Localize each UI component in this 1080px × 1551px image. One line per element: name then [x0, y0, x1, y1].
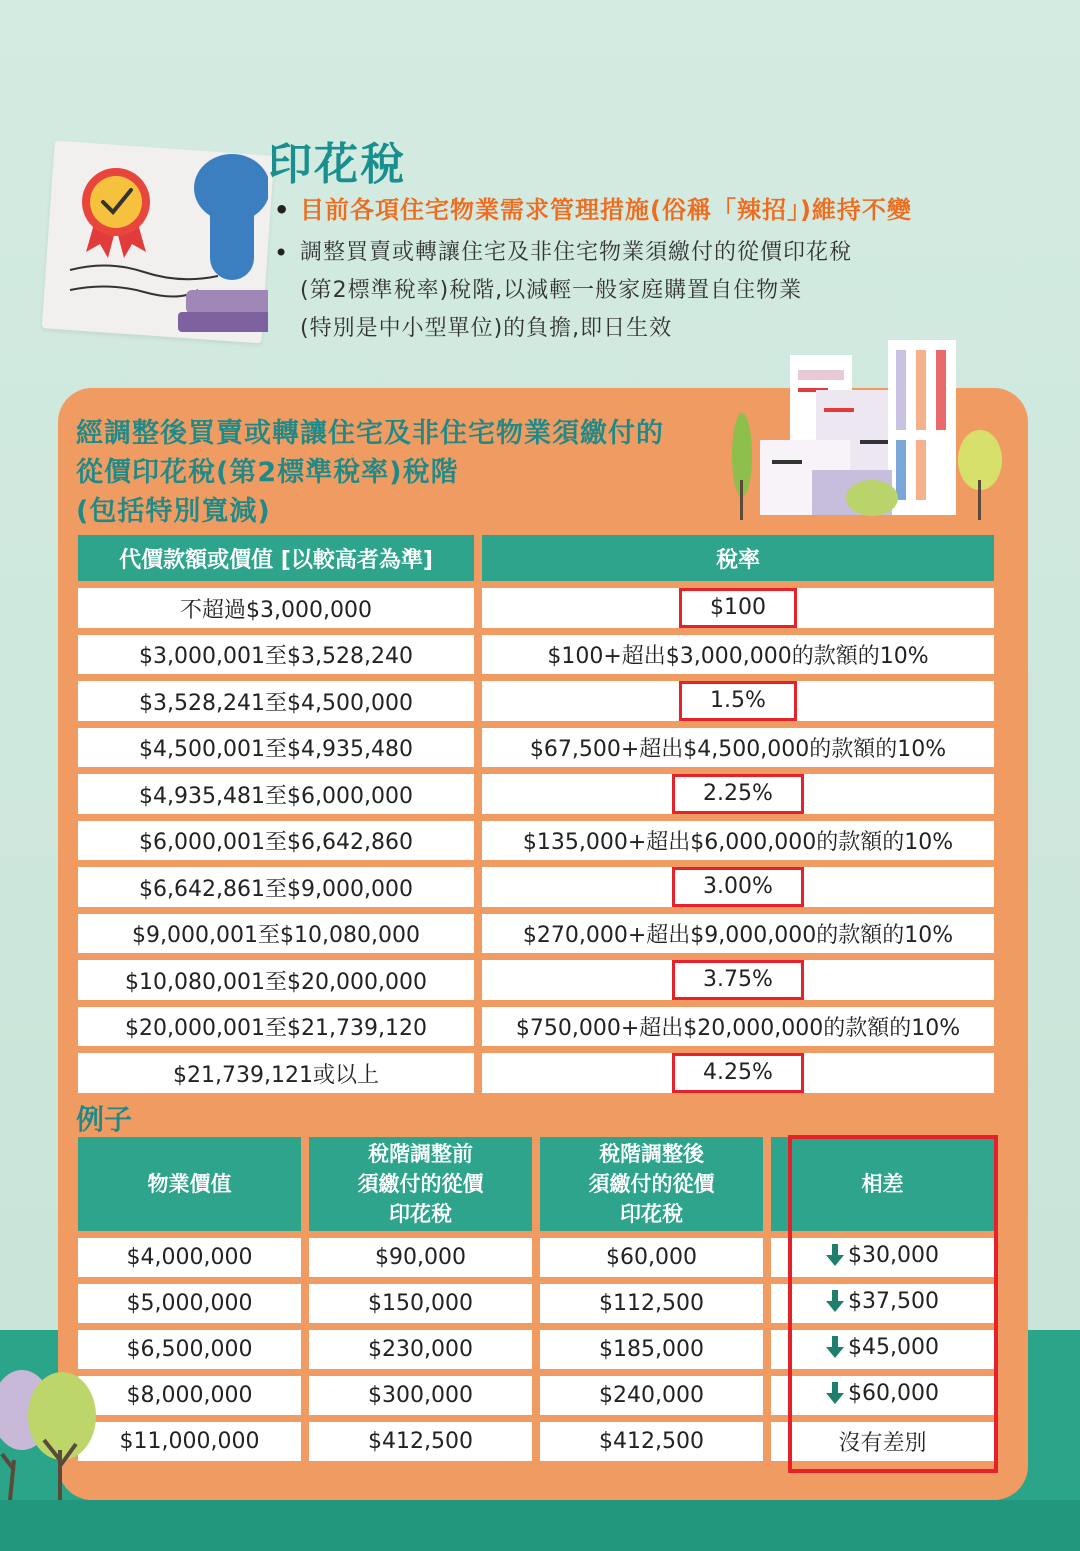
- rate-table-header: [78, 535, 994, 581]
- highlighted-rate: 2.25%: [672, 774, 804, 814]
- rate-row: [78, 821, 994, 860]
- down-arrow-icon: [826, 1244, 844, 1266]
- rate-row: [78, 867, 994, 907]
- rate-row: [78, 774, 994, 814]
- example-header-cell: [540, 1137, 763, 1231]
- header-consideration: 代價款額或價值 [以較高者為準]: [78, 535, 474, 581]
- rate-value-cell: $67,500+超出$4,500,000的款額的10%: [482, 728, 994, 767]
- header-rate: 稅率: [482, 535, 994, 581]
- rate-value-cell: [482, 681, 994, 721]
- example-header-cell: [78, 1137, 301, 1231]
- rate-row: [78, 1007, 994, 1046]
- highlighted-rate: 4.25%: [672, 1053, 804, 1093]
- example-table-header: [78, 1137, 994, 1231]
- rate-range-cell: $10,080,001至$20,000,000: [78, 960, 474, 1000]
- certificate-stamp-icon: [48, 140, 268, 360]
- highlighted-rate: 1.5%: [679, 681, 797, 721]
- example-header-line: 物業價值: [147, 1172, 232, 1196]
- difference-value: [826, 1289, 939, 1314]
- rate-row: [78, 635, 994, 674]
- rate-range-cell: $9,000,001至$10,080,000: [78, 914, 474, 953]
- after-duty-cell: $412,500: [540, 1422, 763, 1461]
- highlighted-rate: 3.75%: [672, 960, 804, 1000]
- bullet-line: (第2標準稅率)稅階,以減輕一般家庭購置自住物業: [300, 278, 803, 303]
- difference-value: [826, 1381, 939, 1406]
- page-title: 印花稅: [268, 139, 406, 190]
- bullet-line: (特別是中小型單位)的負擔,即日生效: [300, 316, 673, 341]
- rate-table: [70, 528, 1002, 1100]
- rate-value-cell: $100+超出$3,000,000的款額的10%: [482, 635, 994, 674]
- example-row: [78, 1330, 994, 1369]
- down-arrow-icon: [826, 1290, 844, 1312]
- difference-text: $37,500: [848, 1288, 939, 1314]
- example-row: [78, 1238, 994, 1277]
- before-duty-cell: $90,000: [309, 1238, 532, 1277]
- rate-range-cell: $20,000,001至$21,739,120: [78, 1007, 474, 1046]
- rate-row: [78, 728, 994, 767]
- rate-value-cell: [482, 588, 994, 628]
- example-header-cell: [309, 1137, 532, 1231]
- example-header-line: 稅階調整後: [599, 1142, 704, 1166]
- rate-range-cell: $6,000,001至$6,642,860: [78, 821, 474, 860]
- panel-title-line: 從價印花稅(第2標準稅率)稅階: [76, 457, 459, 488]
- panel-title-line: (包括特別寬減): [76, 496, 271, 527]
- rate-range-cell: $6,642,861至$9,000,000: [78, 867, 474, 907]
- example-header-line: 稅階調整前: [368, 1142, 473, 1166]
- before-duty-cell: $300,000: [309, 1376, 532, 1415]
- example-header-line: 印花稅: [389, 1202, 452, 1226]
- difference-cell: [771, 1330, 994, 1369]
- example-header-line: 須繳付的從價: [588, 1172, 715, 1196]
- before-duty-cell: $412,500: [309, 1422, 532, 1461]
- after-duty-cell: $60,000: [540, 1238, 763, 1277]
- before-duty-cell: $150,000: [309, 1284, 532, 1323]
- example-row: [78, 1376, 994, 1415]
- rate-value-cell: $750,000+超出$20,000,000的款額的10%: [482, 1007, 994, 1046]
- example-table: [70, 1130, 1002, 1468]
- example-header-line: 相差: [861, 1172, 904, 1196]
- rate-value-cell: [482, 960, 994, 1000]
- rate-row: [78, 588, 994, 628]
- difference-cell: [771, 1284, 994, 1323]
- after-duty-cell: $240,000: [540, 1376, 763, 1415]
- rate-value-cell: [482, 867, 994, 907]
- example-row: [78, 1422, 994, 1461]
- rate-value-cell: $270,000+超出$9,000,000的款額的10%: [482, 914, 994, 953]
- difference-value: [826, 1243, 939, 1268]
- difference-text: $60,000: [848, 1380, 939, 1406]
- panel-title-line: 經調整後買賣或轉讓住宅及非住宅物業須繳付的: [76, 418, 664, 449]
- before-duty-cell: $230,000: [309, 1330, 532, 1369]
- bullet-measures: • 目前各項住宅物業需求管理措施(俗稱「辣招」)維持不變: [270, 192, 1050, 228]
- rate-row: [78, 914, 994, 953]
- rate-value-cell: [482, 774, 994, 814]
- difference-cell: [771, 1238, 994, 1277]
- difference-value: [826, 1335, 939, 1360]
- tree-illustration: [0, 1370, 110, 1500]
- after-duty-cell: $112,500: [540, 1284, 763, 1323]
- example-row: [78, 1284, 994, 1323]
- rate-row: [78, 681, 994, 721]
- rate-range-cell: $21,739,121或以上: [78, 1053, 474, 1093]
- background-ground: [0, 1500, 1080, 1551]
- property-value-cell: $6,500,000: [78, 1330, 301, 1369]
- rate-row: [78, 960, 994, 1000]
- difference-text: $30,000: [848, 1242, 939, 1268]
- panel-title: [76, 414, 736, 531]
- down-arrow-icon: [826, 1382, 844, 1404]
- rate-range-cell: $3,000,001至$3,528,240: [78, 635, 474, 674]
- example-header-line: 印花稅: [620, 1202, 683, 1226]
- example-label: 例子: [76, 1103, 133, 1136]
- property-value-cell: $11,000,000: [78, 1422, 301, 1461]
- rate-range-cell: $3,528,241至$4,500,000: [78, 681, 474, 721]
- after-duty-cell: $185,000: [540, 1330, 763, 1369]
- example-header-cell: [771, 1137, 994, 1231]
- difference-cell: [771, 1422, 994, 1461]
- property-value-cell: $8,000,000: [78, 1376, 301, 1415]
- rate-range-cell: $4,935,481至$6,000,000: [78, 774, 474, 814]
- difference-text: 沒有差別: [838, 1431, 927, 1456]
- rate-range-cell: 不超過$3,000,000: [78, 588, 474, 628]
- highlighted-rate: 3.00%: [672, 867, 804, 907]
- difference-value: [838, 1426, 926, 1457]
- rate-row: [78, 1053, 994, 1093]
- buildings-illustration: [720, 330, 1010, 530]
- highlighted-rate: $100: [679, 588, 797, 628]
- property-value-cell: $4,000,000: [78, 1238, 301, 1277]
- bullet-line: • 調整買賣或轉讓住宅及非住宅物業須繳付的從價印花稅: [300, 240, 853, 265]
- down-arrow-icon: [826, 1336, 844, 1358]
- rate-value-cell: [482, 1053, 994, 1093]
- difference-cell: [771, 1376, 994, 1415]
- header-bullets: [270, 192, 1050, 348]
- rate-value-cell: $135,000+超出$6,000,000的款額的10%: [482, 821, 994, 860]
- example-header-line: 須繳付的從價: [357, 1172, 484, 1196]
- difference-text: $45,000: [848, 1334, 939, 1360]
- rate-range-cell: $4,500,001至$4,935,480: [78, 728, 474, 767]
- property-value-cell: $5,000,000: [78, 1284, 301, 1323]
